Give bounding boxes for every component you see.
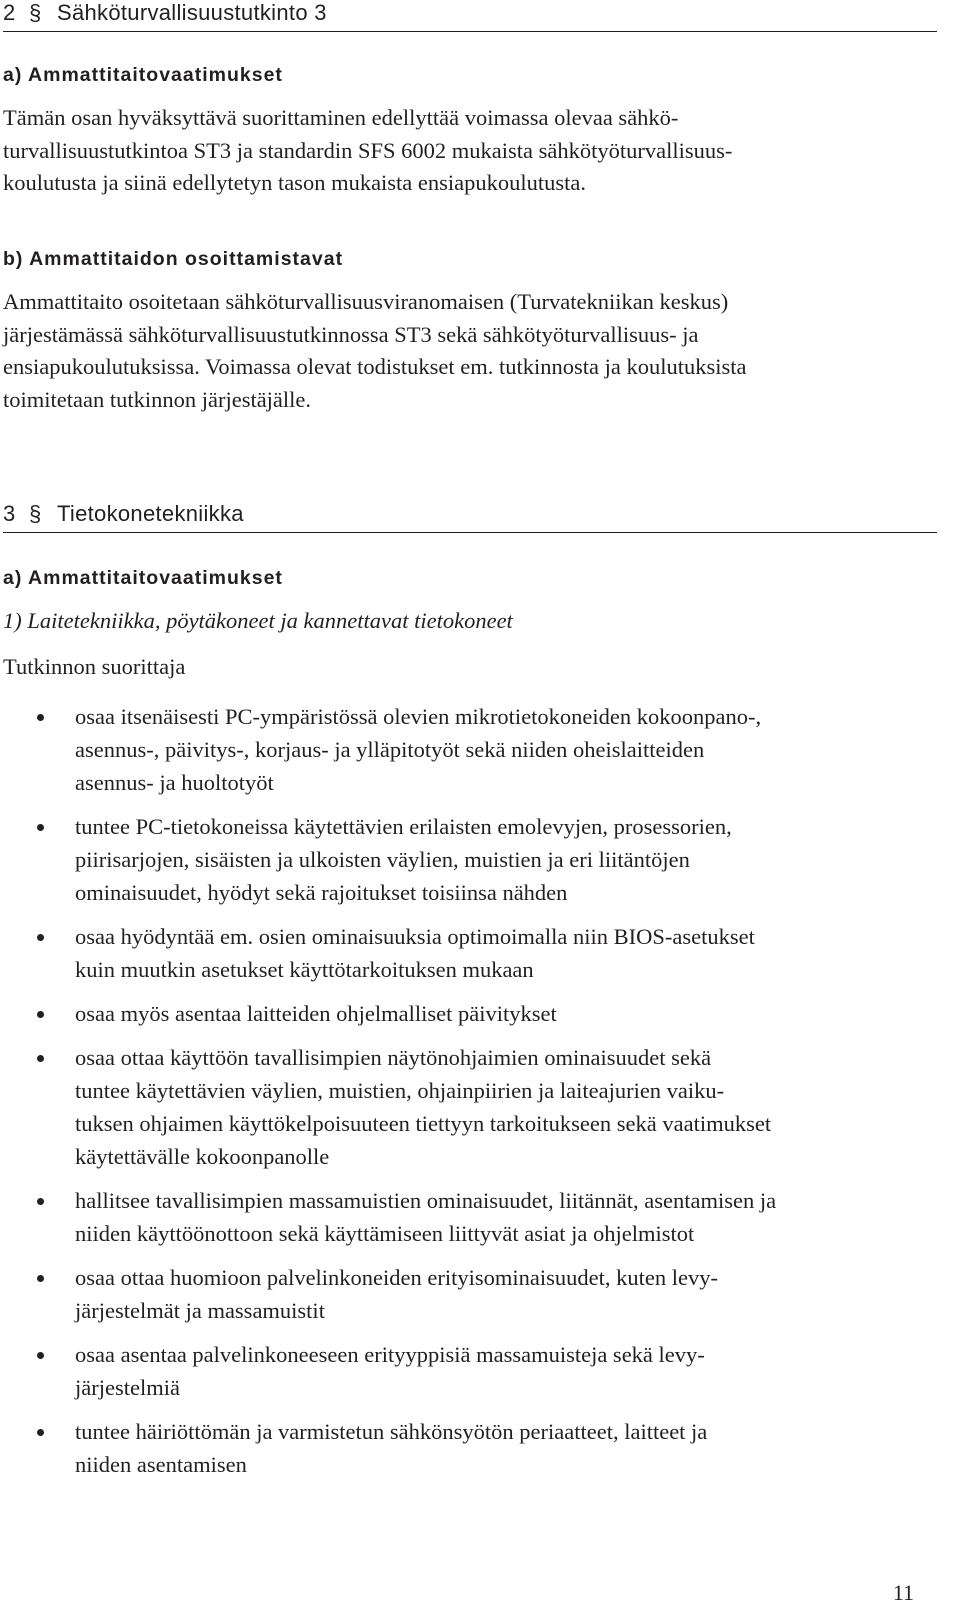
section-2-heading bbox=[3, 0, 937, 32]
list-item bbox=[3, 1338, 937, 1404]
section-3-intro: Tutkinnon suorittaja bbox=[3, 654, 186, 679]
bullet-icon bbox=[37, 1055, 44, 1062]
list-item bbox=[3, 1415, 937, 1481]
bullet-icon bbox=[37, 714, 44, 721]
section-2-part-b-text: Ammattitaito osoitetaan sähköturvallisuusviranomaisen (Turvatekniikan keskus) järjestämässä sähköturvallisuustutkinnossa ST3 sekä sähkötyöturvallisuus- ja ensiapukoulutuksissa. Voimassa olevat todistukset em. tutkinnosta ja koulutuksista toimitetaan tutkinnon järjestäjälle. bbox=[3, 289, 747, 412]
requirement-list bbox=[3, 700, 937, 1492]
document-page bbox=[3, 0, 937, 1618]
bullet-icon bbox=[37, 1011, 44, 1018]
list-item-text: osaa ottaa käyttöön tavallisimpien näytönohjaimien ominaisuudet sekä tuntee käytettävien väylien, muistien, ohjainpiirien ja laiteajurien vaiku- tuksen ohjaimen käyttökelpoisuuteen tiettyyn tarkoitukseen sekä vaatimukset käytettävälle kokoonpanolle bbox=[75, 1045, 772, 1169]
list-item-text: osaa myös asentaa laitteiden ohjelmalliset päivitykset bbox=[75, 1001, 557, 1026]
section-symbol: § bbox=[29, 0, 42, 25]
section-2-part-a-heading: a) Ammattitaitovaatimukset bbox=[3, 64, 283, 86]
section-3-heading bbox=[3, 501, 937, 533]
list-item-text: osaa asentaa palvelinkoneeseen erityyppisiä massamuisteja sekä levy- järjestelmiä bbox=[75, 1342, 705, 1400]
bullet-icon bbox=[37, 1198, 44, 1205]
bullet-icon bbox=[37, 824, 44, 831]
list-item bbox=[3, 810, 937, 909]
section-3-title: Tietokonetekniikka bbox=[57, 501, 244, 526]
list-item-text: hallitsee tavallisimpien massamuistien ominaisuudet, liitännät, asentamisen ja niiden käyttöönottoon sekä käyttämiseen liittyvät asiat ja ohjelmistot bbox=[75, 1188, 777, 1246]
list-item-text: osaa ottaa huomioon palvelinkoneiden erityisominaisuudet, kuten levy- järjestelmät ja massamuistit bbox=[75, 1265, 718, 1323]
list-item-text: osaa hyödyntää em. osien ominaisuuksia optimoimalla niin BIOS-asetukset kuin muutkin asetukset käyttötarkoituksen mukaan bbox=[75, 924, 755, 982]
list-item bbox=[3, 1261, 937, 1327]
bullet-icon bbox=[37, 1352, 44, 1359]
list-item-text: tuntee PC-tietokoneissa käytettävien erilaisten emolevyjen, prosessorien, piirisarjojen, sisäisten ja ulkoisten väylien, muistien ja eri liitäntöjen ominaisuudet, hyödyt sekä rajoitukset toisiinsa nähden bbox=[75, 814, 732, 905]
section-2-part-a-text: Tämän osan hyväksyttävä suorittaminen edellyttää voimassa olevaa sähkö- turvallisuustutkintoa ST3 ja standardin SFS 6002 mukaista sähkötyöturvallisuus- koulutusta ja siinä edellytetyn tason mukaista ensiapukoulutusta. bbox=[3, 105, 733, 195]
section-3-part-a-heading: a) Ammattitaitovaatimukset bbox=[3, 567, 283, 589]
list-item-text: tuntee häiriöttömän ja varmistetun sähkönsyötön periaatteet, laitteet ja niiden asentamisen bbox=[75, 1419, 708, 1477]
bullet-icon bbox=[37, 1429, 44, 1436]
list-item-text: osaa itsenäisesti PC-ympäristössä olevien mikrotietokoneiden kokoonpano-, asennus-, päivitys-, korjaus- ja ylläpitotyöt sekä niiden oheislaitteiden asennus- ja huoltotyöt bbox=[75, 704, 762, 795]
section-3-number: 3 bbox=[3, 501, 16, 526]
list-item bbox=[3, 1041, 937, 1173]
list-item bbox=[3, 997, 937, 1030]
bullet-icon bbox=[37, 934, 44, 941]
section-3-subheading: 1) Laitetekniikka, pöytäkoneet ja kannettavat tietokoneet bbox=[3, 608, 513, 633]
bullet-icon bbox=[37, 1275, 44, 1282]
page-number: 11 bbox=[892, 1580, 914, 1605]
list-item bbox=[3, 1184, 937, 1250]
section-2-title: Sähköturvallisuustutkinto 3 bbox=[57, 0, 327, 25]
section-2-part-b-heading: b) Ammattitaidon osoittamistavat bbox=[3, 248, 344, 270]
section-2-number: 2 bbox=[3, 0, 16, 25]
list-item bbox=[3, 700, 937, 799]
list-item bbox=[3, 920, 937, 986]
section-symbol: § bbox=[29, 501, 42, 526]
